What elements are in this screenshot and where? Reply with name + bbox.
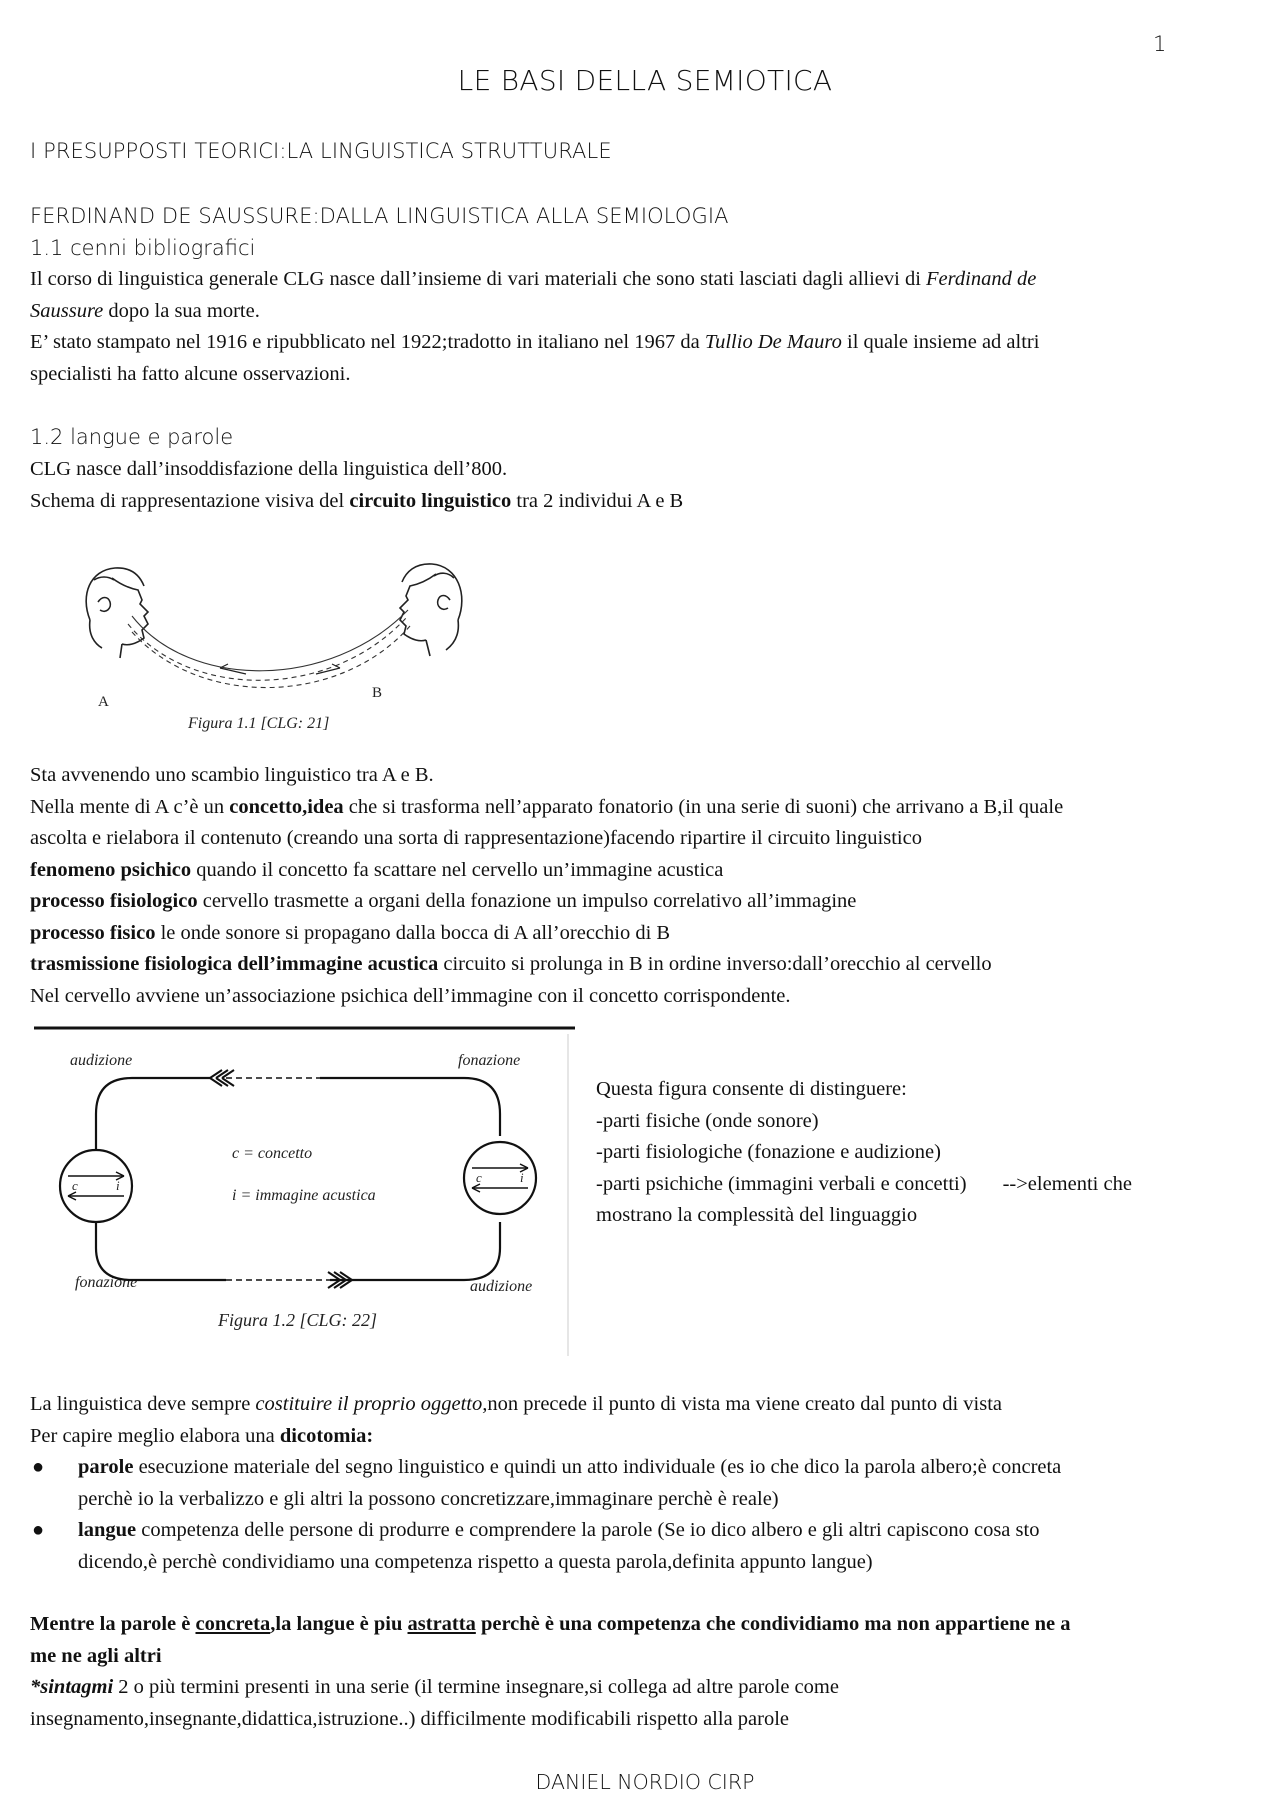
- label-i-b: i: [520, 1170, 524, 1185]
- list-item: ● parole esecuzione materiale del segno linguistico e quindi un atto individuale (es io che dico la parola albero;è concreta perchè io la verbalizzo e gli altri la possono concretizzare,immaginare perchè è reale): [30, 1452, 1061, 1515]
- page-footer: DANIEL NORDIO CIRP: [535, 1770, 755, 1794]
- label-c-a: c: [72, 1178, 78, 1193]
- bullet-icon: ●: [32, 1519, 45, 1541]
- figure-concept-circuit: [30, 1026, 575, 1361]
- list-item: ● langue competenza delle persone di produrre e comprendere la parole (Se io dico albero e gli altri capiscono cosa sto dicendo,è perchè condividiamo una competenza rispetto a questa parola,definita appunto langue): [30, 1515, 1061, 1578]
- label-top-audizione: audizione: [70, 1052, 133, 1069]
- paragraph-langue: CLG nasce dall’insoddisfazione della linguistica dell’800. Schema di rappresentazione visiva del circuito linguistico tra 2 individui A e B: [30, 458, 684, 512]
- label-i-a: i: [116, 1178, 120, 1193]
- direction-arrows: [220, 664, 340, 674]
- paragraph-intro: Il corso di linguistica generale CLG nasce dall’insieme di vari materiali che sono stati lasciati dagli allievi di Ferdinand de Saussure dopo la sua morte. E’ stato stampato nel 1916 e ripubblicato nel 1922;tradotto in italiano nel 1967 da Tullio De Mauro il quale insieme ad altri specialisti ha fatto alcune osservazioni.: [30, 268, 1040, 385]
- section-heading: I PRESUPPOSTI TEORICI:LA LINGUISTICA STRUTTURALE: [30, 139, 612, 163]
- legend-immagine-acustica: i = immagine acustica: [232, 1187, 376, 1204]
- paragraph-circuit: Sta avvenendo uno scambio linguistico tra A e B. Nella mente di A c’è un concetto,idea che si trasforma nell’apparato fonatorio (in una serie di suoni) che arrivano a B,il quale ascolta e rielabora il contenuto (creando una sorta di rappresentazione)facendo ripartire il circuito linguistico fenomeno psichico quando il concetto fa scattare nel cervello un’immagine acustica processo fisiologico cervello trasmette a organi della fonazione un impulso correlativo all’immagine processo fisico le onde sonore si propagano dalla bocca di A all’orecchio di B trasmissione fisiologica dell’immagine acustica circuito si prolunga in B in ordine inverso:dall’orecchio al cervello Nel cervello avviene un’associazione psichica dell’immagine con il concetto corrispondente.: [30, 764, 1064, 1007]
- page-title: LE BASI DELLA SEMIOTICA: [457, 64, 833, 97]
- figure-caption-1: Figura 1.1 [CLG: 21]: [188, 715, 330, 732]
- label-b: B: [372, 685, 383, 701]
- figure-side-note: Questa figura consente di distinguere: -parti fisiche (onde sonore) -parti fisiologiche (fonazione e audizione) -parti psichiche (immagini verbali e concetti) -->elementi che mostrano la complessità del linguaggio: [596, 1078, 1132, 1226]
- figure-speech-circuit: [70, 540, 490, 740]
- bullet-list: [30, 1452, 1061, 1578]
- subheading-1-2: 1.2 langue e parole: [30, 425, 234, 449]
- paragraph-sintagmi: *sintagmi 2 o più termini presenti in una serie (il termine insegnare,si collega ad altre parole come insegnamento,insegnante,didattica,istruzione..) difficilmente modificabili rispetto alla parole: [30, 1676, 839, 1730]
- brain-b-circle: [464, 1142, 536, 1214]
- label-bottom-fonazione: fonazione: [75, 1274, 138, 1291]
- chapter-heading: FERDINAND DE SAUSSURE:DALLA LINGUISTICA ALLA SEMIOLOGIA: [30, 204, 729, 228]
- paragraph-conclusion: Mentre la parole è concreta,la langue è piu astratta perchè è una competenza che condividiamo ma non appartiene ne a me ne agli altri: [30, 1613, 1071, 1667]
- dashed-segments: [226, 1078, 330, 1280]
- paragraph-dicotomia: La linguistica deve sempre costituire il proprio oggetto,non precede il punto di vista ma viene creato dal punto di vista Per capire meglio elabora una dicotomia:: [30, 1393, 1003, 1447]
- sound-wave-arcs: [128, 610, 410, 688]
- head-b-icon: [400, 564, 462, 656]
- label-bottom-audizione: audizione: [470, 1278, 533, 1295]
- figure-caption-2: Figura 1.2 [CLG: 22]: [218, 1310, 378, 1330]
- subheading-1-1: 1.1 cenni bibliografici: [30, 236, 256, 260]
- page-number: 1: [1153, 32, 1167, 56]
- legend-concetto: c = concetto: [232, 1145, 313, 1162]
- label-c-b: c: [476, 1170, 482, 1185]
- head-a-icon: [86, 568, 148, 658]
- label-top-fonazione: fonazione: [458, 1052, 521, 1069]
- label-a: A: [98, 694, 109, 710]
- brain-a-circle: [60, 1150, 132, 1222]
- circuit-lines: [96, 1078, 500, 1280]
- feather-arrows: [210, 1070, 352, 1288]
- bullet-icon: ●: [32, 1456, 45, 1478]
